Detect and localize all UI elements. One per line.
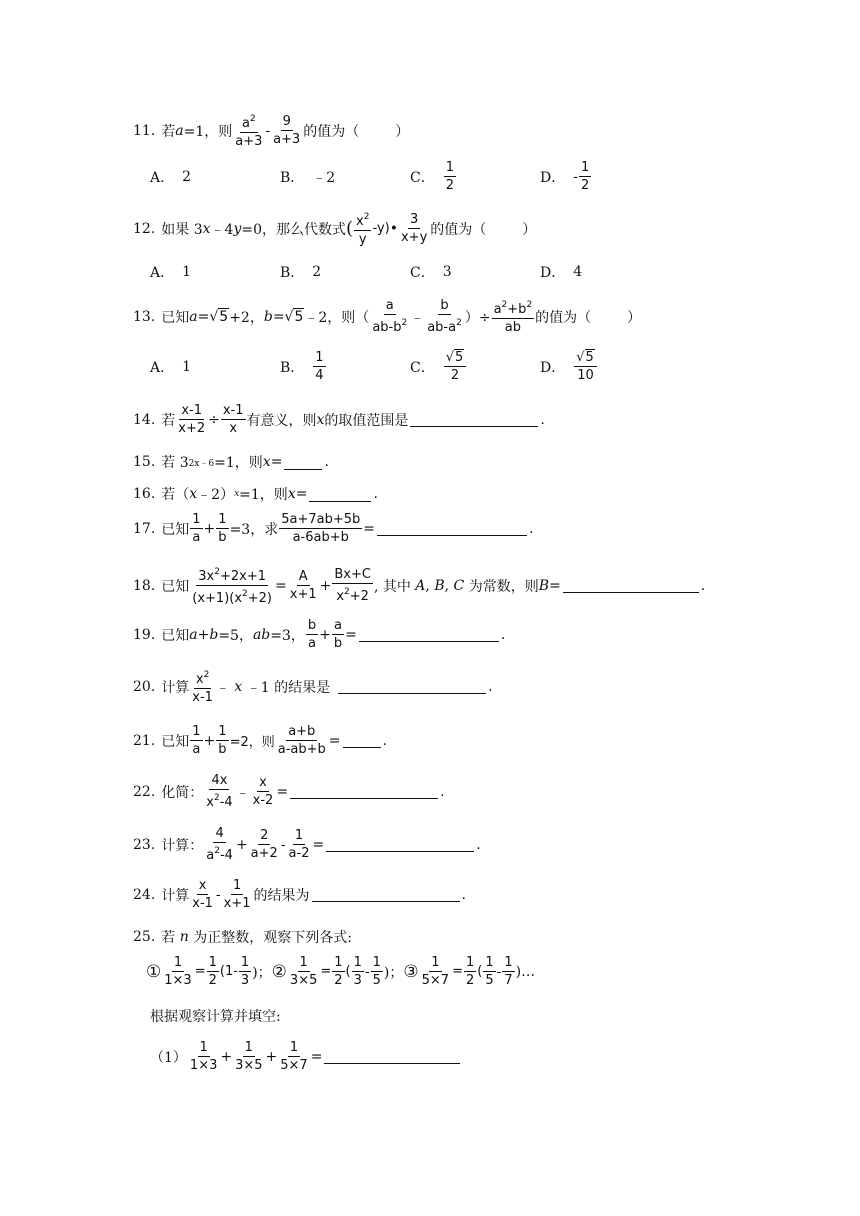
question-25: 25. 若 n 为正整数，观察下列各式: bbox=[133, 929, 352, 946]
fraction: $\frac{1}{3\times 5}$ bbox=[235, 1040, 263, 1073]
options-12 bbox=[150, 262, 670, 282]
option-c: C． $\frac{1}{2}$ bbox=[410, 160, 454, 193]
answer-blank[interactable] bbox=[309, 487, 371, 502]
fraction: $\frac{1}{b}$ bbox=[218, 512, 227, 545]
options-11 bbox=[150, 160, 670, 193]
answer-blank[interactable] bbox=[284, 455, 322, 470]
fraction: $\frac{a}{b}$ bbox=[333, 618, 343, 651]
question-21: 21. 已知 $\frac{1}{a}$ + $\frac{1}{b}$ =2，则 $\frac{a+b}{a-ab+b}$ = . bbox=[133, 724, 387, 757]
question-15: 15. 若 3 2x﹣6 =1，则 x = . bbox=[133, 454, 329, 471]
instruction: 根据观察计算并填空: bbox=[150, 1009, 281, 1025]
option-b: B． $\frac{1}{4}$ bbox=[280, 350, 324, 383]
answer-blank[interactable] bbox=[359, 627, 499, 642]
fraction: $\frac{1}{a-2}$ bbox=[288, 828, 310, 861]
answer-blank[interactable] bbox=[312, 887, 460, 902]
option-a: A． 2 bbox=[150, 168, 192, 186]
sub-question-1: （1） $\frac{1}{1\times 3}$ + $\frac{1}{3\times 5}$ + $\frac{1}{5\times 7}$ = bbox=[150, 1040, 462, 1073]
option-a: A． 1 bbox=[150, 358, 192, 376]
answer-blank[interactable] bbox=[290, 784, 438, 799]
formula-3: ③ $\frac{1}{5\times 7}$ = $\frac{1}{2}$ ( $\frac{1}{5}$ - $\frac{1}{7}$ )… bbox=[403, 955, 536, 988]
fraction: $\frac{a}{ab-b^2}$ bbox=[372, 298, 408, 335]
formula-2: ② $\frac{1}{3\times 5}$ = $\frac{1}{2}$ ( $\frac{1}{3}$ - $\frac{1}{5}$ )； bbox=[271, 955, 404, 988]
option-c: C． $\frac{√5}{2}$ bbox=[410, 350, 540, 383]
option-b: B． ﹣2 bbox=[280, 169, 336, 186]
question-17: 17. 已知 $\frac{1}{a}$ + $\frac{1}{b}$ =3，求 $\frac{5a+7ab+5b}{a-6ab+b}$ = . bbox=[133, 512, 534, 545]
fraction: $\frac{1}{5\times 7}$ bbox=[280, 1040, 308, 1073]
fraction: $\frac{a+b}{a-ab+b}$ bbox=[277, 724, 326, 757]
fraction: $\frac{b}{ab-a^2}$ bbox=[427, 298, 462, 335]
answer-blank[interactable] bbox=[343, 733, 381, 748]
fraction: $\frac{4x}{x^2-4}$ bbox=[206, 773, 233, 810]
option-d: D． - $\frac{1}{2}$ bbox=[540, 160, 590, 193]
answer-blank[interactable] bbox=[326, 837, 474, 852]
formula-1: ① $\frac{1}{1\times 3}$ = $\frac{1}{2}$ (1- $\frac{1}{3}$ )； bbox=[146, 955, 272, 988]
option-d: D． 4 bbox=[540, 264, 583, 281]
sqrt-symbol: √5 bbox=[284, 308, 304, 325]
fraction: $\frac{x}{x-1}$ bbox=[192, 878, 213, 911]
fraction: $\frac{x^2}{x-1}$ bbox=[192, 670, 213, 705]
fraction: $\frac{1}{a}$ bbox=[192, 512, 201, 545]
fraction: $\frac{x}{x-2}$ bbox=[252, 775, 274, 808]
fraction: $\frac{x-1}{x}$ bbox=[222, 403, 244, 436]
answer-blank[interactable] bbox=[563, 578, 699, 593]
question-20: 20. 计算 $\frac{x^2}{x-1}$ ﹣ x ﹣1 的结果是 . bbox=[133, 670, 493, 705]
fraction: $\frac{1}{a}$ bbox=[192, 724, 201, 757]
question-14: 14. 若 $\frac{x-1}{x+2}$ ÷ $\frac{x-1}{x}$ 有意义，则 x 的取值范围是 . bbox=[133, 403, 545, 436]
fraction: $\frac{5a+7ab+5b}{a-6ab+b}$ bbox=[281, 512, 361, 545]
fraction: $\frac{b}{a}$ bbox=[307, 618, 317, 651]
fraction: $\frac{1}{b}$ bbox=[218, 724, 227, 757]
question-18: 18. 已知 $\frac{3x^2+2x+1}{(x+1)(x^2+2)}$ = $\frac{A}{x+1}$ + $\frac{Bx+C}{x^2+2}$ , 其中 A , B , C 为常数，则 B = . bbox=[133, 567, 706, 606]
question-23: 23. 计算： $\frac{4}{a^2-4}$ + $\frac{2}{a+2}$ - $\frac{1}{a-2}$ = . bbox=[133, 826, 481, 863]
question-12: 12. 如果 3 x ﹣4 y =0，那么代数式 ( $\frac{x^2}{y}$ -y) • $\frac{3}{x+y}$ 的值为（ ） bbox=[133, 212, 537, 247]
observation-formulas bbox=[146, 955, 535, 988]
answer-blank[interactable] bbox=[338, 679, 486, 694]
fraction: $\frac{3x^2+2x+1}{(x+1)(x^2+2)}$ bbox=[192, 567, 273, 606]
option-a: A． 1 bbox=[150, 264, 192, 281]
answer-blank[interactable] bbox=[410, 412, 538, 427]
question-11: 11. 若 a =1，则 $\frac{a^2}{a+3}$ - $\frac{9}{a+3}$ 的值为（ ） bbox=[133, 114, 410, 149]
fraction: $\frac{A}{x+1}$ bbox=[289, 569, 317, 602]
option-d: D． $\frac{√5}{10}$ bbox=[540, 350, 670, 383]
fraction: $\frac{3}{x+y}$ bbox=[400, 212, 428, 245]
fraction: $\frac{1}{1\times 3}$ bbox=[189, 1040, 218, 1073]
fraction: $\frac{4}{a^2-4}$ bbox=[206, 826, 233, 863]
fraction: $\frac{a^2+b^2}{ab}$ bbox=[493, 300, 533, 335]
question-19: 19. 已知 a+b =5， ab =3， $\frac{b}{a}$ + $\frac{a}{b}$ = . bbox=[133, 618, 506, 651]
question-13: 13. 已知 a = √5 +2， b = √5 ﹣2，则（ $\frac{a}{ab-b^2}$ ﹣ $\frac{b}{ab-a^2}$ ）÷ $\frac{a^2+b^2}{ab}$ 的值为（ ） bbox=[133, 298, 642, 335]
fraction: $\frac{x^2}{y}$ bbox=[356, 212, 370, 247]
fraction: $\frac{Bx+C}{x^2+2}$ bbox=[334, 567, 371, 604]
question-22: 22. 化简： $\frac{4x}{x^2-4}$ ﹣ $\frac{x}{x-2}$ = . bbox=[133, 773, 445, 810]
option-c: C． 3 bbox=[410, 264, 452, 281]
option-b: B． 2 bbox=[280, 264, 322, 281]
question-16: 16. 若（ x ﹣2） x =1，则 x = . bbox=[133, 486, 378, 503]
question-24: 24. 计算 $\frac{x}{x-1}$ - $\frac{1}{x+1}$ 的结果为 . bbox=[133, 878, 466, 911]
sqrt-symbol: √5 bbox=[209, 308, 229, 325]
fraction: $\frac{a^2}{a+3}$ bbox=[235, 114, 263, 149]
fraction: $\frac{x-1}{x+2}$ bbox=[178, 403, 206, 436]
options-13 bbox=[150, 350, 670, 383]
answer-blank[interactable] bbox=[324, 1049, 460, 1064]
answer-blank[interactable] bbox=[377, 521, 527, 536]
fraction: $\frac{2}{a+2}$ bbox=[250, 828, 278, 861]
fraction: $\frac{9}{a+3}$ bbox=[273, 114, 301, 147]
fraction: $\frac{1}{x+1}$ bbox=[223, 878, 251, 911]
